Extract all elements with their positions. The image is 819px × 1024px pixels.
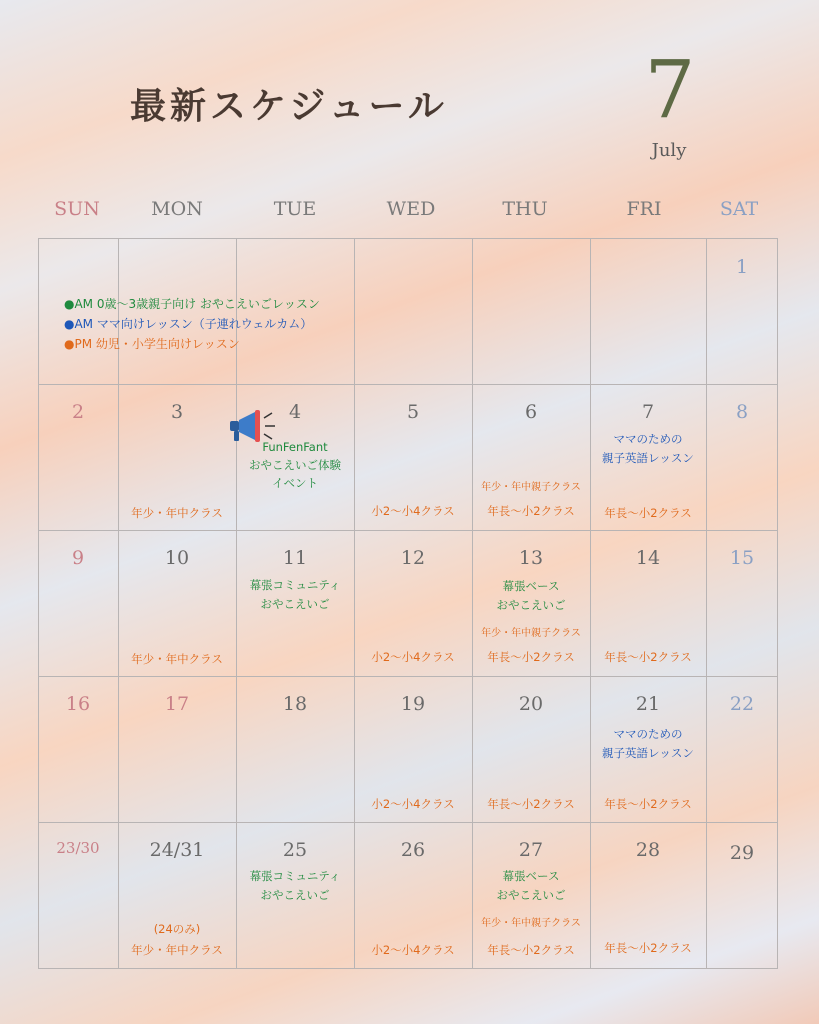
day-13[interactable]: 13 [518, 547, 544, 569]
event-trial-line3: イベント [272, 476, 318, 490]
day-22[interactable]: 22 [729, 693, 755, 715]
day-7[interactable]: 7 [641, 401, 655, 423]
day-14[interactable]: 14 [635, 547, 661, 569]
event-makuhari-base-27-line1: 幕張ベース [502, 869, 560, 883]
event-thu-class-13: 年長〜小2クラス [487, 650, 575, 664]
event-makuhari-base-13-line1: 幕張ベース [502, 579, 560, 593]
day-2[interactable]: 2 [71, 401, 85, 423]
event-makuhari-comm-25-line1: 幕張コミュニティ [249, 869, 341, 883]
day-9[interactable]: 9 [71, 547, 85, 569]
legend [64, 294, 320, 354]
event-makuhari-base-27-line2: おやこえいご [496, 888, 566, 902]
event-fri-class-14: 年長〜小2クラス [604, 650, 692, 664]
day-23-30[interactable]: 23/30 [56, 839, 100, 857]
day-29[interactable]: 29 [729, 842, 755, 864]
day-20[interactable]: 20 [518, 693, 544, 715]
day-16[interactable]: 16 [65, 693, 91, 715]
day-4[interactable]: 4 [288, 401, 302, 423]
day-28[interactable]: 28 [635, 839, 661, 861]
day-25[interactable]: 25 [282, 839, 308, 861]
event-mama-7-line2: 親子英語レッスン [602, 451, 694, 465]
day-18[interactable]: 18 [282, 693, 308, 715]
event-mama-7-line1: ママのための [613, 432, 683, 446]
weekday-tue: TUE [273, 198, 317, 220]
event-thu-parent-6: 年少・年中親子クラス [481, 482, 581, 493]
weekday-thu: THU [502, 198, 548, 220]
day-12[interactable]: 12 [400, 547, 426, 569]
day-17[interactable]: 17 [164, 693, 190, 715]
day-6[interactable]: 6 [524, 401, 538, 423]
event-wed-class-12: 小2〜小4クラス [371, 650, 455, 664]
event-fri-class-7: 年長〜小2クラス [604, 506, 692, 520]
month-number: 7 [644, 43, 696, 136]
legend-item-pm-kids: ●PM 幼児・小学生向けレッスン [64, 337, 240, 351]
day-3[interactable]: 3 [170, 401, 184, 423]
event-thu-class-27: 年長〜小2クラス [487, 943, 575, 957]
day-8[interactable]: 8 [735, 401, 749, 423]
event-makuhari-comm-25-line2: おやこえいご [260, 888, 330, 902]
event-thu-class-20: 年長〜小2クラス [487, 797, 575, 811]
event-wed-class-26: 小2〜小4クラス [371, 943, 455, 957]
event-wed-class-19: 小2〜小4クラス [371, 797, 455, 811]
weekday-wed: WED [386, 198, 436, 220]
weekday-mon: MON [151, 198, 203, 220]
weekday-sat: SAT [719, 198, 759, 220]
event-trial-line2: おやこえいご体験 [249, 458, 341, 472]
event-makuhari-base-13-line2: おやこえいご [496, 598, 566, 612]
month-name: July [651, 140, 687, 161]
event-fri-class-21: 年長〜小2クラス [604, 797, 692, 811]
event-thu-class-6: 年長〜小2クラス [487, 504, 575, 518]
day-5[interactable]: 5 [406, 401, 420, 423]
day-27[interactable]: 27 [518, 839, 544, 861]
day-26[interactable]: 26 [400, 839, 426, 861]
day-1[interactable]: 1 [735, 256, 749, 278]
day-24-31[interactable]: 24/31 [149, 839, 205, 861]
event-mama-21-line1: ママのための [613, 727, 683, 741]
legend-item-am-mama: ●AM ママ向けレッスン（子連れウェルカム） [64, 317, 313, 331]
event-thu-parent-27: 年少・年中親子クラス [481, 918, 581, 929]
event-fri-class-28: 年長〜小2クラス [604, 941, 692, 955]
day-19[interactable]: 19 [400, 693, 426, 715]
event-makuhari-comm-11-line2: おやこえいご [260, 597, 330, 611]
page-title: 最新スケジュール [130, 86, 448, 127]
day-11[interactable]: 11 [282, 547, 308, 569]
event-mon-class-3: 年少・年中クラス [131, 506, 223, 520]
event-mon-class-24: 年少・年中クラス [131, 943, 223, 957]
event-wed-class-5: 小2〜小4クラス [371, 504, 455, 518]
weekday-sun: SUN [54, 198, 100, 220]
event-only24-note: (24のみ) [153, 922, 201, 936]
day-21[interactable]: 21 [635, 693, 661, 715]
event-makuhari-comm-11-line1: 幕張コミュニティ [249, 578, 341, 592]
event-thu-parent-13: 年少・年中親子クラス [481, 628, 581, 639]
event-mon-class-10: 年少・年中クラス [131, 652, 223, 666]
weekday-fri: FRI [626, 198, 662, 220]
legend-item-am-parent: ●AM 0歳〜3歳親子向け おやこえいごレッスン [64, 297, 320, 311]
day-10[interactable]: 10 [164, 547, 190, 569]
event-mama-21-line2: 親子英語レッスン [602, 746, 694, 760]
day-15[interactable]: 15 [729, 547, 755, 569]
event-trial-line1: FunFenFant [262, 440, 328, 454]
